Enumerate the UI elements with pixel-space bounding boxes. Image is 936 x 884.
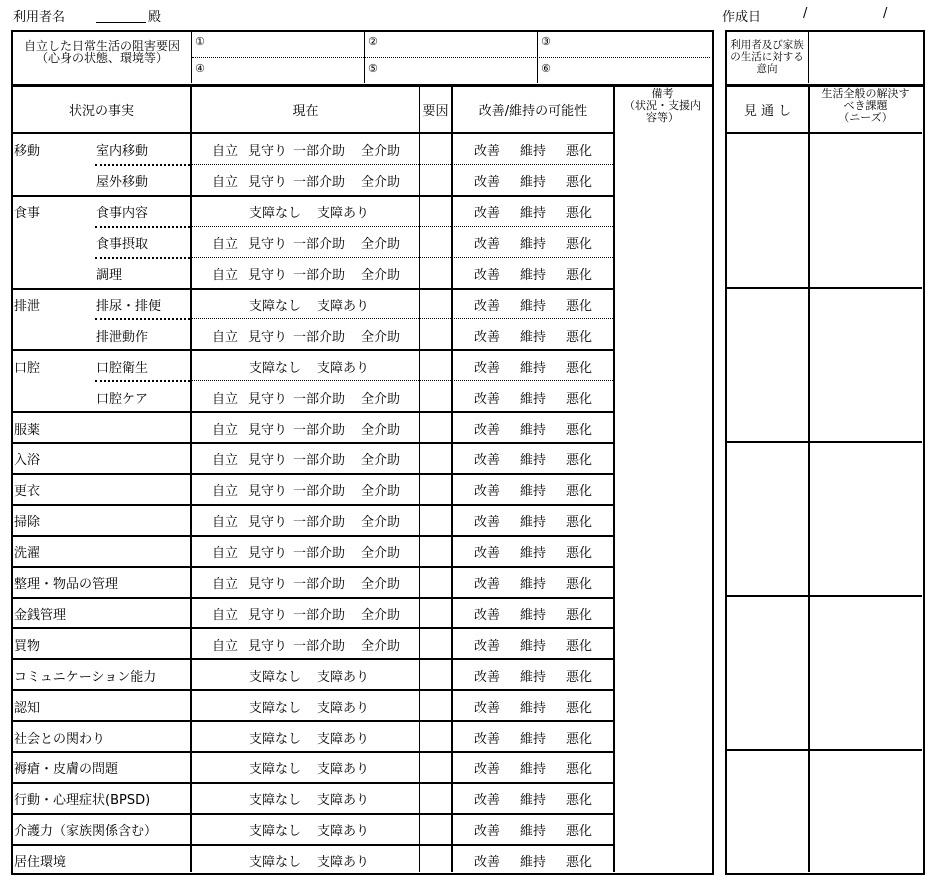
current-option[interactable]: 支障なし [249, 793, 302, 809]
current-option[interactable]: 自立 [212, 546, 239, 562]
current-option[interactable]: 自立 [212, 484, 239, 500]
current-option[interactable]: 一部介助 [293, 175, 346, 191]
possibility-option[interactable]: 悪化 [566, 731, 593, 747]
col-current-header: 現在 [292, 104, 319, 119]
possibility-option[interactable]: 改善 [474, 762, 501, 778]
current-option[interactable]: 自立 [212, 638, 239, 654]
row-divider [12, 627, 613, 629]
current-option[interactable]: 一部介助 [293, 453, 346, 469]
possibility-option[interactable]: 維持 [520, 453, 547, 469]
current-option[interactable]: 全介助 [361, 484, 401, 500]
factor-cell[interactable] [421, 444, 450, 471]
row-divider [12, 844, 613, 846]
current-option[interactable]: 自立 [212, 607, 239, 623]
possibility-option[interactable]: 悪化 [566, 144, 593, 160]
possibility-option[interactable]: 維持 [520, 144, 547, 160]
possibility-option[interactable]: 改善 [474, 206, 501, 222]
possibility-option[interactable]: 改善 [474, 793, 501, 809]
factor-cell[interactable] [421, 320, 450, 347]
possibility-option[interactable]: 改善 [474, 360, 501, 376]
possibility-option[interactable]: 維持 [520, 391, 547, 407]
current-option[interactable]: 見守り [248, 422, 288, 438]
possibility-option[interactable]: 悪化 [566, 669, 593, 685]
possibility-option[interactable]: 改善 [474, 391, 501, 407]
row-category: 金銭管理 [14, 607, 67, 623]
current-option[interactable]: 全介助 [361, 453, 401, 469]
current-option[interactable]: 一部介助 [293, 268, 346, 284]
possibility-option[interactable]: 悪化 [566, 484, 593, 500]
factor-cell[interactable] [421, 413, 450, 440]
factor-field[interactable]: ⑥ [541, 62, 551, 75]
current-option[interactable]: 一部介助 [293, 422, 346, 438]
factor-cell[interactable] [421, 475, 450, 502]
current-option[interactable]: 支障なし [249, 360, 302, 376]
group-divider [95, 380, 190, 382]
current-option[interactable]: 見守り [248, 268, 288, 284]
possibility-option[interactable]: 維持 [520, 329, 547, 345]
intent-label: 利用者及び家族の生活に対する意向 [730, 39, 804, 75]
current-option[interactable]: 自立 [212, 237, 239, 253]
row-divider [12, 782, 613, 784]
intent-field[interactable] [810, 33, 920, 81]
current-option[interactable]: 見守り [248, 329, 288, 345]
row-category: 入浴 [14, 453, 41, 469]
row-divider [12, 597, 613, 599]
row-divider [12, 349, 613, 351]
col-remarks-header: 備考 （状況・支援内 容等） [624, 87, 701, 124]
row-divider [12, 288, 613, 290]
current-option[interactable]: 全介助 [361, 144, 401, 160]
possibility-option[interactable]: 改善 [474, 484, 501, 500]
current-option[interactable]: 支障あり [317, 824, 370, 840]
row-subcategory: 口腔衛生 [96, 360, 149, 376]
factor-cell[interactable] [421, 815, 450, 842]
current-option[interactable]: 一部介助 [293, 484, 346, 500]
possibility-option[interactable]: 悪化 [566, 298, 593, 314]
row-divider [12, 720, 613, 722]
current-option[interactable]: 支障なし [249, 669, 302, 685]
row-divider [12, 658, 613, 660]
row-divider [12, 751, 613, 753]
possibility-option[interactable]: 改善 [474, 669, 501, 685]
row-divider [12, 689, 613, 691]
factor-cell[interactable] [421, 784, 450, 811]
col-factor-header: 要因 [422, 104, 449, 119]
row-category: 食事 [14, 206, 41, 222]
col-outlook-header: 見 通 し [743, 104, 792, 119]
possibility-option[interactable]: 悪化 [566, 638, 593, 654]
possibility-option[interactable]: 維持 [520, 515, 547, 531]
possibility-option[interactable]: 改善 [474, 638, 501, 654]
factor-cell[interactable] [421, 537, 450, 564]
row-subcategory: 屋外移動 [96, 175, 149, 191]
possibility-option[interactable]: 改善 [474, 144, 501, 160]
row-divider [12, 411, 613, 413]
current-option[interactable]: 一部介助 [293, 546, 346, 562]
factor-cell[interactable] [421, 568, 450, 595]
possibility-option[interactable]: 維持 [520, 793, 547, 809]
factor-field[interactable]: ⑤ [368, 62, 378, 75]
possibility-option[interactable]: 改善 [474, 607, 501, 623]
row-divider [192, 380, 613, 381]
row-subcategory: 排尿・排便 [96, 298, 162, 314]
row-category: 移動 [14, 144, 41, 160]
current-option[interactable]: 一部介助 [293, 577, 346, 593]
current-option[interactable]: 支障なし [249, 700, 302, 716]
possibility-option[interactable]: 改善 [474, 700, 501, 716]
possibility-option[interactable]: 改善 [474, 268, 501, 284]
possibility-option[interactable]: 改善 [474, 577, 501, 593]
possibility-option[interactable]: 維持 [520, 237, 547, 253]
col-possibility-header: 改善/維持の可能性 [478, 104, 588, 119]
row-subcategory: 室内移動 [96, 144, 149, 160]
possibility-option[interactable]: 維持 [520, 700, 547, 716]
row-category: 褥瘡・皮膚の問題 [14, 762, 119, 778]
possibility-option[interactable]: 悪化 [566, 824, 593, 840]
possibility-option[interactable]: 改善 [474, 824, 501, 840]
current-option[interactable]: 全介助 [361, 577, 401, 593]
factor-cell[interactable] [421, 259, 450, 286]
current-option[interactable]: 支障あり [317, 669, 370, 685]
factor-cell[interactable] [421, 846, 450, 873]
user-name-suffix: 殿 [148, 10, 162, 25]
factor-cell[interactable] [421, 135, 450, 162]
current-option[interactable]: 一部介助 [293, 607, 346, 623]
current-option[interactable]: 支障あり [317, 762, 370, 778]
needs-table [725, 85, 925, 875]
possibility-option[interactable]: 維持 [520, 577, 547, 593]
row-subcategory: 食事摂取 [96, 237, 149, 253]
group-divider [95, 318, 190, 320]
current-option[interactable]: 一部介助 [293, 144, 346, 160]
row-category: 整理・物品の管理 [14, 577, 119, 593]
possibility-option[interactable]: 維持 [520, 206, 547, 222]
current-option[interactable]: 支障なし [249, 762, 302, 778]
col-fact-header: 状況の事実 [68, 104, 134, 119]
current-option[interactable]: 全介助 [361, 546, 401, 562]
possibility-option[interactable]: 維持 [520, 422, 547, 438]
possibility-option[interactable]: 維持 [520, 669, 547, 685]
created-date-label: 作成日 [722, 10, 762, 25]
factor-cell[interactable] [421, 660, 450, 687]
row-category: 行動・心理症状(BPSD) [14, 793, 151, 809]
possibility-option[interactable]: 悪化 [566, 453, 593, 469]
current-option[interactable]: 自立 [212, 515, 239, 531]
current-option[interactable]: 支障あり [317, 298, 370, 314]
factor-cell[interactable] [421, 599, 450, 626]
current-option[interactable]: 見守り [248, 577, 288, 593]
row-divider [12, 195, 613, 197]
factor-cell[interactable] [421, 290, 450, 317]
current-option[interactable]: 見守り [248, 638, 288, 654]
current-option[interactable]: 見守り [248, 144, 288, 160]
current-option[interactable]: 支障あり [317, 731, 370, 747]
factor-cell[interactable] [421, 228, 450, 255]
current-option[interactable]: 自立 [212, 422, 239, 438]
possibility-option[interactable]: 悪化 [566, 793, 593, 809]
row-category: 口腔 [14, 360, 41, 376]
possibility-option[interactable]: 悪化 [566, 762, 593, 778]
current-option[interactable]: 一部介助 [293, 638, 346, 654]
current-option[interactable]: 全介助 [361, 268, 401, 284]
row-subcategory: 食事内容 [96, 206, 149, 222]
row-category: 介護力（家族関係含む） [14, 824, 158, 840]
row-subcategory: 口腔ケア [96, 391, 149, 407]
row-category: 買物 [14, 638, 41, 654]
possibility-option[interactable]: 悪化 [566, 577, 593, 593]
possibility-option[interactable]: 悪化 [566, 422, 593, 438]
row-divider [12, 504, 613, 506]
current-option[interactable]: 自立 [212, 268, 239, 284]
possibility-option[interactable]: 悪化 [566, 700, 593, 716]
current-option[interactable]: 全介助 [361, 237, 401, 253]
possibility-option[interactable]: 改善 [474, 422, 501, 438]
date-separator: / [803, 6, 808, 21]
current-option[interactable]: 支障なし [249, 298, 302, 314]
row-category: コミュニケーション能力 [14, 669, 157, 685]
row-category: 居住環境 [14, 855, 67, 871]
factor-cell[interactable] [421, 197, 450, 224]
user-name-label: 利用者名 [13, 10, 66, 25]
row-category: 認知 [14, 700, 41, 716]
current-option[interactable]: 支障なし [249, 855, 302, 871]
current-option[interactable]: 支障あり [317, 206, 370, 222]
possibility-option[interactable]: 改善 [474, 298, 501, 314]
current-option[interactable]: 支障なし [249, 206, 302, 222]
row-divider [192, 226, 613, 227]
current-option[interactable]: 自立 [212, 391, 239, 407]
current-option[interactable]: 見守り [248, 515, 288, 531]
possibility-option[interactable]: 改善 [474, 731, 501, 747]
current-option[interactable]: 自立 [212, 577, 239, 593]
row-divider [12, 813, 613, 815]
row-divider [12, 566, 613, 568]
factors-label: 自立した日常生活の阻害要因 （心身の状態、環境等） [23, 39, 180, 65]
factor-cell[interactable] [421, 629, 450, 656]
current-option[interactable]: 見守り [248, 453, 288, 469]
current-option[interactable]: 見守り [248, 484, 288, 500]
current-option[interactable]: 見守り [248, 546, 288, 562]
factor-cell[interactable] [421, 351, 450, 378]
current-option[interactable]: 見守り [248, 391, 288, 407]
possibility-option[interactable]: 改善 [474, 546, 501, 562]
current-option[interactable]: 一部介助 [293, 391, 346, 407]
current-option[interactable]: 支障あり [317, 360, 370, 376]
possibility-option[interactable]: 悪化 [566, 360, 593, 376]
possibility-option[interactable]: 改善 [474, 329, 501, 345]
current-option[interactable]: 自立 [212, 453, 239, 469]
possibility-option[interactable]: 維持 [520, 824, 547, 840]
factor-field[interactable]: ④ [195, 62, 205, 75]
possibility-option[interactable]: 維持 [520, 268, 547, 284]
possibility-option[interactable]: 悪化 [566, 607, 593, 623]
row-category: 掃除 [14, 515, 41, 531]
factor-cell[interactable] [421, 382, 450, 409]
row-divider [12, 473, 613, 475]
possibility-option[interactable]: 改善 [474, 237, 501, 253]
factor-field[interactable]: ② [368, 35, 378, 48]
group-divider [95, 226, 190, 228]
current-option[interactable]: 一部介助 [293, 515, 346, 531]
row-category: 社会との関わり [14, 731, 106, 747]
possibility-option[interactable]: 改善 [474, 175, 501, 191]
possibility-option[interactable]: 維持 [520, 855, 547, 871]
possibility-option[interactable]: 維持 [520, 484, 547, 500]
row-divider [192, 164, 613, 165]
possibility-option[interactable]: 維持 [520, 546, 547, 562]
current-option[interactable]: 見守り [248, 175, 288, 191]
current-option[interactable]: 自立 [212, 144, 239, 160]
row-divider [192, 318, 613, 319]
factor-cell[interactable] [421, 166, 450, 193]
factor-cell[interactable] [421, 691, 450, 718]
current-option[interactable]: 支障なし [249, 824, 302, 840]
possibility-option[interactable]: 悪化 [566, 515, 593, 531]
possibility-option[interactable]: 悪化 [566, 237, 593, 253]
row-divider [192, 257, 613, 258]
group-divider [95, 257, 190, 259]
possibility-option[interactable]: 維持 [520, 298, 547, 314]
row-divider [12, 442, 613, 444]
possibility-option[interactable]: 悪化 [566, 546, 593, 562]
row-subcategory: 調理 [96, 268, 123, 284]
factor-cell[interactable] [421, 506, 450, 533]
user-name-field[interactable] [96, 22, 146, 23]
row-category: 排泄 [14, 298, 41, 314]
current-option[interactable]: 一部介助 [293, 329, 346, 345]
current-option[interactable]: 見守り [248, 237, 288, 253]
current-option[interactable]: 全介助 [361, 329, 401, 345]
current-option[interactable]: 全介助 [361, 515, 401, 531]
current-option[interactable]: 全介助 [361, 391, 401, 407]
possibility-option[interactable]: 維持 [520, 607, 547, 623]
group-divider [95, 164, 190, 166]
row-category: 洗濯 [14, 546, 41, 562]
possibility-option[interactable]: 悪化 [566, 329, 593, 345]
row-divider [12, 535, 613, 537]
date-separator: / [883, 6, 888, 21]
possibility-option[interactable]: 維持 [520, 731, 547, 747]
possibility-option[interactable]: 維持 [520, 360, 547, 376]
current-option[interactable]: 全介助 [361, 607, 401, 623]
current-option[interactable]: 全介助 [361, 638, 401, 654]
possibility-option[interactable]: 維持 [520, 175, 547, 191]
possibility-option[interactable]: 改善 [474, 515, 501, 531]
possibility-option[interactable]: 悪化 [566, 206, 593, 222]
possibility-option[interactable]: 悪化 [566, 855, 593, 871]
current-option[interactable]: 自立 [212, 175, 239, 191]
possibility-option[interactable]: 悪化 [566, 268, 593, 284]
row-category: 服薬 [14, 422, 41, 438]
current-option[interactable]: 自立 [212, 329, 239, 345]
factor-field[interactable]: ① [195, 35, 205, 48]
current-option[interactable]: 支障あり [317, 793, 370, 809]
row-category: 更衣 [14, 484, 41, 500]
possibility-option[interactable]: 維持 [520, 638, 547, 654]
row-subcategory: 排泄動作 [96, 329, 149, 345]
current-option[interactable]: 支障あり [317, 855, 370, 871]
current-option[interactable]: 全介助 [361, 422, 401, 438]
possibility-option[interactable]: 改善 [474, 453, 501, 469]
possibility-option[interactable]: 悪化 [566, 175, 593, 191]
col-needs-header: 生活全般の解決す べき課題 （ニーズ） [821, 87, 910, 124]
current-option[interactable]: 一部介助 [293, 237, 346, 253]
factor-cell[interactable] [421, 722, 450, 749]
current-option[interactable]: 支障なし [249, 731, 302, 747]
possibility-option[interactable]: 悪化 [566, 391, 593, 407]
current-option[interactable]: 全介助 [361, 175, 401, 191]
possibility-option[interactable]: 改善 [474, 855, 501, 871]
current-option[interactable]: 見守り [248, 607, 288, 623]
factor-cell[interactable] [421, 753, 450, 780]
possibility-option[interactable]: 維持 [520, 762, 547, 778]
current-option[interactable]: 支障あり [317, 700, 370, 716]
factor-field[interactable]: ③ [541, 35, 551, 48]
